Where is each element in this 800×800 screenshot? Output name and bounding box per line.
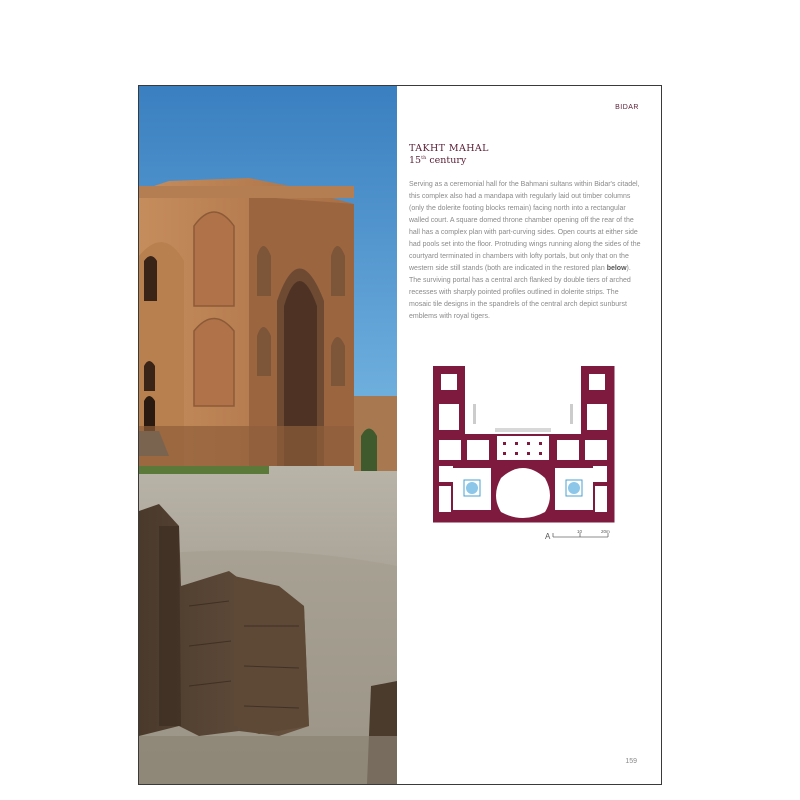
century-number: 15	[409, 155, 422, 166]
photo-illustration	[139, 86, 397, 784]
scale-bar	[545, 529, 610, 541]
body-paragraph	[409, 179, 641, 323]
body-text-part-1: Serving as a ceremonial hall for the Bahmani sultans within Bidar's citadel, this complex also had a mandapa with regularly laid out timber columns (only the dolerite footing blocks remain) facing north into a rectangular walled court. A square domed throne chamber opening off the rear of the hall has a complex plan with part-curving sides. Open courts at either side had pools set into the floor. Protruding wings running along the sides of the courtyard terminated in chambers with lofty portals, but only that on the western side still stands (both are indicated in the restored plan	[409, 181, 641, 272]
takht-mahal-photo	[139, 86, 397, 784]
book-page	[138, 85, 662, 785]
north-arrow-label: A	[545, 532, 551, 541]
floor-plan	[433, 366, 618, 551]
text-column	[397, 86, 661, 784]
century-word: century	[429, 155, 467, 166]
body-bold-word: below	[606, 265, 627, 272]
section-subtitle	[409, 155, 466, 166]
running-head: BIDAR	[615, 104, 639, 111]
century-suffix: th	[421, 154, 427, 161]
section-title: TAKHT MAHAL	[409, 143, 489, 154]
floor-plan-drawing	[433, 366, 618, 546]
scale-label-20m: 20m	[601, 529, 610, 534]
page-number: 159	[625, 758, 637, 765]
scale-label-10: 10	[577, 529, 583, 534]
body-text-part-2: ). The surviving portal has a central arch flanked by double tiers of arched recesses with sharply pointed profiles outlined in dolerite strips. The mosaic tile designs in the spandrels of the central arch depict sunburst emblems with royal tigers.	[409, 265, 631, 320]
